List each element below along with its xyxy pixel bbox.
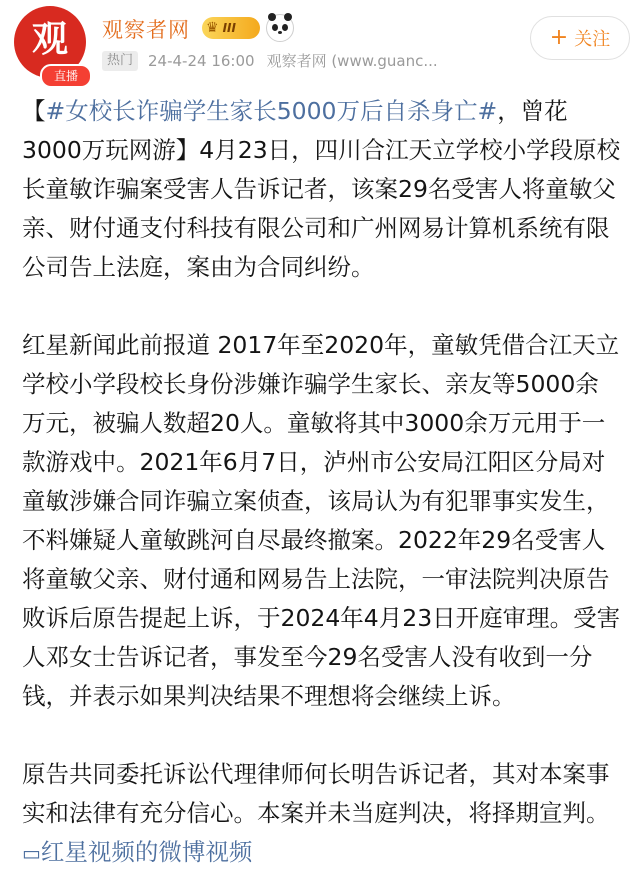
topic-hashtag-link[interactable]: #女校长诈骗学生家长5000万后自杀身亡#	[45, 97, 498, 125]
crown-icon: ♛	[206, 20, 219, 36]
post-source[interactable]: 观察者网 (www.guanc...	[266, 52, 438, 70]
panda-ear	[284, 13, 292, 21]
post-body	[22, 92, 622, 873]
paragraph-1-text: ，曾花3000万玩网游】4月23日，四川合江天立学校小学段原校长童敏诈骗案受害人告诉记者，该案29名受害人将童敏父亲、财付通支付科技有限公司和广州网易计算机系统有限公司告上法庭，案由为合同纠纷。	[22, 97, 621, 281]
paragraph-spacer	[22, 716, 622, 755]
vip-level: III	[222, 21, 236, 35]
post-header	[0, 0, 640, 90]
paragraph-3-text: 原告共同委托诉讼代理律师何长明告诉记者，其对本案事实和法律有充分信心。本案并未当庭判决，将择期宣判。	[22, 760, 610, 827]
vip-badge[interactable]	[202, 17, 260, 39]
bracket-open: 【	[22, 97, 46, 125]
panda-icon[interactable]	[266, 14, 294, 42]
follow-label: 关注	[574, 29, 611, 50]
panda-nose	[278, 31, 282, 34]
paragraph-2: 红星新闻此前报道 2017年至2020年，童敏凭借合江天立学校小学段校长身份涉嫌诈骗学生家长、亲友等5000余万元，被骗人数超20人。童敏将其中3000余万元用于一款游戏中。2021年6月7日，泸州市公安局江阳区分局对童敏涉嫌合同诈骗立案侦查，该局认为有犯罪事实发生，不料嫌疑人童敏跳河自尽最终撤案。2022年29名受害人将童敏父亲、财付通和网易告上法院，一审法院判决原告败诉后原告提起上诉，于2024年4月23日开庭审理。受害人邓女士告诉记者，事发至今29名受害人没有收到一分钱，并表示如果判决结果不理想将会继续上诉。	[22, 331, 621, 710]
paragraph-3	[22, 755, 622, 873]
post-meta	[102, 50, 450, 71]
panda-eye	[272, 24, 278, 31]
hot-tag: 热门	[102, 51, 138, 71]
avatar[interactable]	[14, 6, 86, 83]
video-icon[interactable]: ▭	[22, 841, 41, 865]
post-timestamp: 24-4-24 16:00	[148, 51, 255, 70]
panda-ear	[268, 13, 276, 21]
paragraph-spacer	[22, 287, 622, 326]
plus-icon: +	[549, 25, 569, 50]
video-link[interactable]: 红星视频的微博视频	[40, 838, 253, 866]
live-badge[interactable]: 直播	[40, 64, 92, 88]
paragraph-1	[22, 92, 622, 287]
follow-button[interactable]	[530, 16, 630, 60]
avatar-logo: 观	[31, 18, 68, 60]
user-name[interactable]: 观察者网	[102, 18, 190, 42]
panda-eye	[282, 24, 288, 31]
